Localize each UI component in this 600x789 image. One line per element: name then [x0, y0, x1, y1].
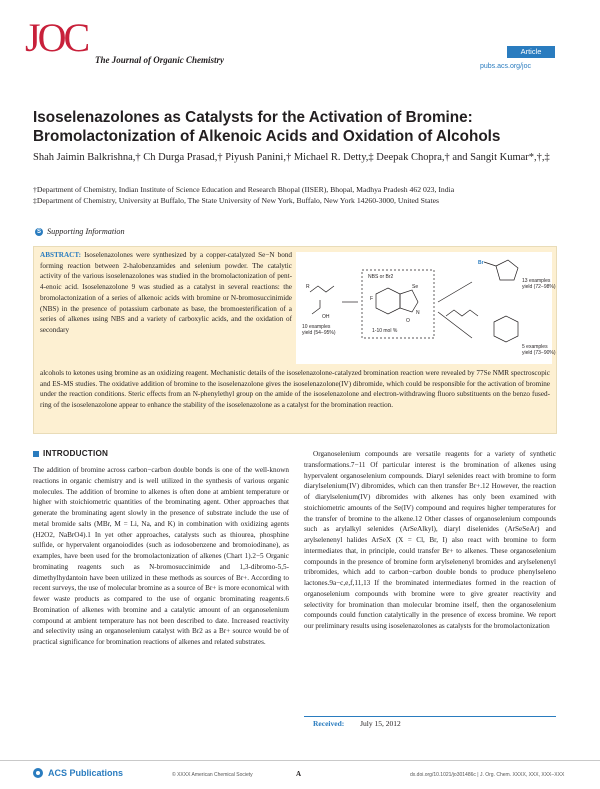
- page-number: A: [296, 770, 302, 778]
- received-divider: [304, 716, 556, 717]
- ketone-product-ring: [494, 316, 518, 342]
- label-se: Se: [412, 284, 419, 290]
- received-label: Received:: [313, 719, 345, 728]
- publisher-name: ACS Publications: [48, 768, 124, 778]
- acid-group: [312, 300, 320, 314]
- yield-left-range: yield (54−95%): [302, 330, 336, 336]
- yield-right-top-count: 13 examples: [522, 278, 551, 284]
- footer-divider: [0, 760, 600, 761]
- graphical-abstract: [296, 252, 556, 364]
- label-oh: OH: [322, 314, 330, 320]
- article-type-badge: Article: [507, 46, 555, 58]
- supporting-info-link[interactable]: [35, 227, 125, 236]
- received-line: [313, 719, 401, 728]
- journal-name: The Journal of Organic Chemistry: [95, 55, 225, 65]
- intro-right-column: [304, 449, 556, 632]
- journal-logo: JOC: [25, 15, 88, 60]
- supporting-info-label: Supporting Information: [47, 227, 125, 236]
- alkene-chain: [310, 286, 334, 292]
- doi-citation[interactable]: dx.doi.org/10.1021/jo301486c | J. Org. Chem. XXXX, XXX, XXX−XXX: [410, 772, 565, 778]
- abstract-body-1: Isoselenazolones were synthesized by a copper-catalyzed Se−N bond forming reaction between 2-halobenzamides and selenium powder. The catalytic activity of the various isoselenazolones was studied in the bromolactonization of pent-4-enoic acid. Isoselenazolone 9 was studied as a catalyst in several reactions: the bromolactonization of a series of alkenoic acids with bromine or N-bromosuccinimide (NBS) in the presence of potassium carbonate as base, the bromoesterification of a series of alkenes using NBS and a variety of carboxylic acids, and the oxidation of secondary: [40, 251, 293, 334]
- received-date: July 15, 2012: [360, 719, 401, 728]
- acs-logo-icon: [32, 767, 44, 779]
- intro-heading-label: INTRODUCTION: [43, 449, 109, 458]
- author-list: Shah Jaimin Balkrishna,† Ch Durga Prasad,† Piyush Panini,† Michael R. Detty,‡ Deepak Chopra,† and Sangit Kumar*,†,‡: [33, 152, 550, 163]
- intro-left-paragraph: The addition of bromine across carbon−carbon double bonds is one of the well-known reactions in organic chemistry and is well utilized in the synthesis of various organic molecules. The addition of bromine to alkenes is often done at ambient temperature or higher with stoichiometric quantities of the brominating agent. Other approaches that generate the brominating agent slowly in the presence of substrate include the use of metal bromide salts (MBr, M = Li, Na, and K) in combination with oxidizing agents (H2O2, NaBrO4).1 In yet other approaches, catalysts such as thiourea, phosphine sulfide, or hypervalent organoiodides (such as iodosobenzene and bromoiodinane), as examples, have been used for the bromolactonization of alkenes (Chart 1).2−5 Organic brominating reagents such as N-bromosuccinimide and 1,3-dibromo-5,5-dimethylhydantoin have been utilized in these methods as sources of Br+. According to recent surveys, the use of molecular bromine as a source of Br+ is more economical with fewer waste products as compared to the use of organic brominating reagents.6 Bromination of alkenes with bromine and a catalytic amount of an organoselenium compound at ambient temperature has not been described to date. Increased reactivity and selectivity using an organoselenium catalyst with Br2 as a Br+ source would be of practical significance for bromination reactions of alkenes and related substrates.: [33, 466, 289, 646]
- arrow-down-right: [438, 312, 472, 338]
- affiliation-2: ‡Department of Chemistry, University at Buffalo, The State University of New York, Buffalo, New York 14260-3000, United States: [33, 195, 440, 205]
- abstract-text-part2: alcohols to ketones using bromine as an oxidizing reagent. Mechanistic details of the isoselenazolone-catalyzed bromination reaction were revealed by 77Se NMR spectroscopic and ES-MS studies. The oxidative addition of bromine to the isoselenazolone gives the isoselenazolone(IV) dibromide, which could be responsible for the activation of bromine under the reaction conditions. Steric effects from an N-phenylethyl group on the amide of the isoselenazolone and electron-withdrawing fluoro substituents on the benzo fused-ring of the isoselenazolone appear to enhance the stability of the isoselenazolone as a catalyst for the bromination reaction.: [40, 369, 550, 410]
- abstract-text-part1: [40, 250, 292, 336]
- yield-right-top-range: yield (72−98%): [522, 284, 556, 290]
- arrow-up-right: [438, 282, 472, 302]
- label-f: F: [370, 296, 374, 302]
- section-square-icon: [33, 451, 39, 457]
- intro-left-column: [33, 465, 289, 648]
- label-br: Br: [478, 260, 484, 266]
- article-title: Isoselenazolones as Catalysts for the Activation of Bromine: Bromolactonization of Alkenoic Acids and Oxidation of Alcohols: [33, 109, 501, 145]
- acs-publications-logo: [32, 767, 123, 779]
- lactone-ring: [496, 260, 518, 280]
- yield-right-bottom-count: 5 examples: [522, 344, 548, 350]
- affiliation-1: †Department of Chemistry, Indian Institute of Science Education and Research Bhopal (IISER), Bhopal, Madhya Pradesh 462 023, India: [33, 185, 455, 194]
- intro-heading: [33, 449, 108, 458]
- loading-label: 1-10 mol %: [372, 328, 398, 334]
- journal-url-link[interactable]: pubs.acs.org/joc: [480, 63, 531, 70]
- label-n: N: [416, 310, 420, 316]
- copyright: © XXXX American Chemical Society: [172, 772, 253, 778]
- label-o: O: [406, 318, 410, 324]
- supporting-info-icon: S: [36, 228, 41, 235]
- yield-left-count: 10 examples: [302, 324, 331, 330]
- yield-right-bottom-range: yield (73−90%): [522, 350, 556, 356]
- alkene-substrate: [446, 310, 478, 316]
- bromomethyl-bond: [484, 262, 496, 266]
- intro-right-paragraph: Organoselenium compounds are versatile reagents for a variety of synthetic transformations.7−11 Of particular interest is the bromination of alkenes using hypervalent organoselenium compounds. Diaryl selenides react with bromine to form diarylselenium(IV) dibromides, which can then transfer Br+.12 However, the reaction of diarylselenium(IV) dibromides with alkenes has only been examined with stoichiometric amounts of the Se(IV) compound and requires higher temperatures for the transfer of bromine to the alkene.12 Other classes of organoselenium compounds such as arylalkyl selenides (ArSeAlkyl), diaryl diselenides (ArSeSeAr) and arylselenenyl halides ArSeX (X = Cl, Br, I) also react with bromine to form intermediates that, in principle, could transfer Br+ to alkenes. These organoselenium compounds in the presence of bromine form arylselenenyl bromides and arylselenenyl tribromides, which add to carbon−carbon double bonds to produce phenylseleno lactones.9a−c,e,f,11,13 If the brominated intermediates formed in the reaction of organoselenium compounds with bromine were to give greater reactivity and selectivity for bromination than molecular bromine itself, then the organoselenium compounds could function catalytically in the presence of excess bromine. We report our preliminary results using isoselenazolones as catalysts for the bromolactonization: [304, 450, 556, 630]
- abstract-label: ABSTRACT:: [40, 251, 82, 259]
- reagent-label: NBS or Br2: [368, 274, 394, 280]
- benzo-ring: [376, 288, 400, 314]
- selenazole-ring: [400, 290, 418, 312]
- affiliations: [33, 185, 563, 206]
- label-r: R: [306, 284, 310, 290]
